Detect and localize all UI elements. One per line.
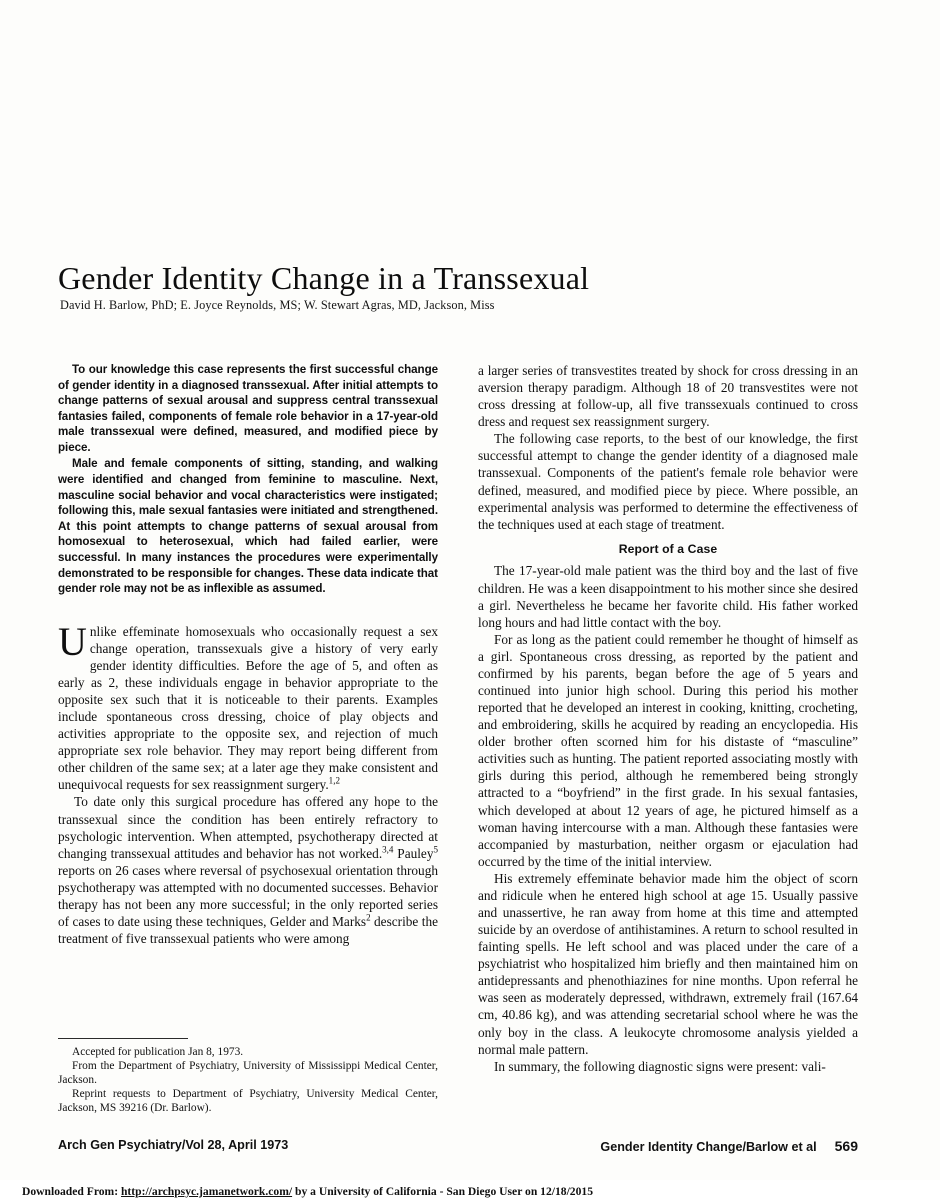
footer-running-head-wrap <box>600 1138 858 1154</box>
author-byline: David H. Barlow, PhD; E. Joyce Reynolds, MS; W. Stewart Agras, MD, Jackson, Miss <box>60 298 495 312</box>
reference-marker-4: 2 <box>366 912 371 923</box>
reference-marker-1: 1,2 <box>328 775 340 786</box>
footnote-divider <box>58 1038 188 1039</box>
download-suffix: by a University of California - San Diego User on 12/18/2015 <box>292 1185 593 1198</box>
left-paragraph-2 <box>58 793 438 947</box>
footer-page-number: 569 <box>834 1138 858 1154</box>
right-paragraph-4: For as long as the patient could remember he thought of himself as a girl. Spontaneous cross dressing, as reported by the patient and confirmed by his parents, began before the age of 5 years and continued into junior high school. During this period his mother reported that he developed an interest in cooking, knitting, crocheting, and embroidering, skills he acquired by reading an encyclopedia. His older brother often scorned him for his distaste of “masculine” activities such as hunting. The patient reported associating mostly with girls during this period, although he remembered being strongly attracted to a “boyfriend” in the first grade. In his sexual fantasies, which developed at about 12 years of age, he pictured himself as a woman having intercourse with a man. Although these fantasies were accompanied by masturbation, neither orgasm or ejaculation had occurred by the time of the initial interview. <box>478 631 858 869</box>
reference-marker-2: 3,4 <box>382 844 394 855</box>
footnotes <box>58 1046 438 1116</box>
footnote-3: Reprint requests to Department of Psychiatry, University Medical Center, Jackson, MS 39216 (Dr. Barlow). <box>58 1087 438 1114</box>
download-watermark-text <box>22 1185 593 1198</box>
footer-journal-info: Arch Gen Psychiatry/Vol 28, April 1973 <box>58 1138 289 1152</box>
right-paragraph-2: The following case reports, to the best of our knowledge, the first successful attempt to change the gender identity of a diagnosed male transsexual. Components of the patient's female role behavior were defined, measured, and modified piece by piece. Where possible, an experimental analysis was performed to determine the effectiveness of the techniques used at each stage of treatment. <box>478 431 858 532</box>
abstract-paragraph-2: Male and female components of sitting, standing, and walking were identified and changed from feminine to masculine. Next, masculine social behavior and vocal characteristics were instigated; following this, male sexual fantasies were initiated and strengthened. At this point attempts to change patterns of sexual arousal from homosexual to heterosexual, which had failed earlier, were successful. In many instances the procedures were experimentally demonstrated to be responsible for changes. These data indicate that gender role may not be as inflexible as assumed. <box>58 457 438 596</box>
left-paragraph-2c: reports on 26 cases where reversal of psychosexual orientation through psychotherapy was attempted with no documented successes. Behavior therapy has not been any more successful; in the only reported series of cases to date using these techniques, Gelder and Marks <box>58 862 438 929</box>
right-body-text <box>478 362 858 1075</box>
reference-marker-3: 5 <box>433 844 439 855</box>
page-title: Gender Identity Change in a Transsexual <box>58 260 590 297</box>
download-prefix: Downloaded From: <box>22 1185 121 1198</box>
left-body-text <box>58 618 439 947</box>
footnote-2: From the Department of Psychiatry, University of Mississippi Medical Center, Jackson. <box>58 1059 438 1086</box>
intro-paragraph-text: nlike effeminate homosexuals who occasionally request a sex change operation, transsexuals give a history of very early gender identity difficulties. Before the age of 5, and often as early as 2, these individuals engage in behavior appropriate to the opposite sex such that it is noticeable to their parents. Examples include spontaneous cross dressing, choice of play objects and activities appropriate to the opposite sex, and rejection of much appropriate sex role behavior. They may report being different from other children of the same sex; at a later age they make consistent and unequivocal requests for sex reassignment surgery. <box>58 623 438 793</box>
left-paragraph-2b: Pauley <box>393 845 434 861</box>
abstract-paragraph-1: To our knowledge this case represents the first successful change of gender identity in a diagnosed transsexual. After initial attempts to change patterns of sexual arousal and suppress central transsexual fantasies failed, components of female role behavior in a 17-year-old male transsexual were defined, measured, and modified piece by piece. <box>58 363 438 454</box>
footnote-1: Accepted for publication Jan 8, 1973. <box>72 1046 244 1058</box>
right-paragraph-1: a larger series of transvestites treated by shock for cross dressing in an aversion therapy paradigm. Although 18 of 20 transvestites were not cross dressing at follow-up, all five transsexuals continued to cross dress and request sex reassignment surgery. <box>478 363 858 430</box>
left-column <box>58 362 438 947</box>
page-content <box>58 0 858 1200</box>
left-paragraph-2d: describe the treatment of five transsexual patients who were among <box>58 914 438 947</box>
right-column <box>478 362 858 1075</box>
right-paragraph-5: His extremely effeminate behavior made him the object of scorn and ridicule when he entered high school at age 15. Usually passive and unassertive, he ran away from home at this time and attempted suicide by an overdose of antihistamines. A return to school resulted in fainting spells. He left school and was placed under the care of a psychiatrist who hospitalized him briefly and then maintained him on antidepressants and phenothiazines for nine months. Upon referral he was seen as moderately depressed, withdrawn, extremely frail (167.64 cm, 40.86 kg), and was attending secretarial school where he was the only boy in the class. A leukocyte chromosome analysis yielded a normal male pattern. <box>478 870 858 1057</box>
right-paragraph-3: The 17-year-old male patient was the third boy and the last of five children. He was a keen disappointment to his mother since she desired a girl. Nevertheless he became her favorite child. His father worked long hours and had little contact with the boy. <box>478 563 858 630</box>
intro-paragraph <box>58 618 438 794</box>
abstract <box>58 362 438 597</box>
download-url-link[interactable]: http://archpsyc.jamanetwork.com/ <box>120 1185 293 1198</box>
section-heading-report-of-a-case: Report of a Case <box>618 541 718 556</box>
download-watermark-bar <box>0 1180 940 1200</box>
footer-running-head: Gender Identity Change/Barlow et al <box>600 1140 817 1154</box>
right-paragraph-6: In summary, the following diagnostic signs were present: vali- <box>494 1058 826 1074</box>
drop-cap: U <box>58 618 87 664</box>
left-paragraph-2a: To date only this surgical procedure has offered any hope to the transsexual since the condition has been entirely refractory to psychologic intervention. When attempted, psychotherapy directed at changing transsexual attitudes and behavior has not worked. <box>58 794 438 861</box>
